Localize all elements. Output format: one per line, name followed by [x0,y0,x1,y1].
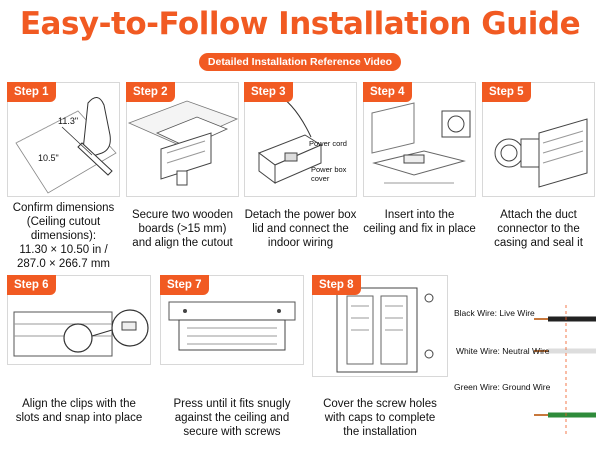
step-7-tag: Step 7 [160,275,209,295]
step-6-tag: Step 6 [7,275,56,295]
caption-line: (Ceiling cutout [26,216,101,228]
caption-line: against the ceiling and [174,412,290,424]
step-3-tag: Step 3 [244,82,293,102]
black-wire-label: Black Wire: Live Wire [454,308,535,318]
video-reference-badge[interactable]: Detailed Installation Reference Video [199,53,401,71]
caption-line: ceiling and fix in place [363,223,476,235]
caption-line: Attach the duct [500,209,577,221]
green-wire-label: Green Wire: Ground Wire [454,382,551,392]
step-7-caption [155,397,309,439]
dimension-label-width: 10.5" [38,153,59,163]
step-3 [244,82,357,197]
step-1-tag: Step 1 [7,82,56,102]
step-1 [7,82,120,197]
caption-line: Cover the screw holes [323,398,437,410]
caption-line: boards (>15 mm) [138,223,227,235]
step-4 [363,82,476,197]
caption-line: 287.0 × 266.7 mm [16,258,111,270]
power-box-cover-label: cover [311,174,330,183]
caption-line: and align the cutout [132,237,233,249]
step-5-caption [478,208,599,250]
caption-line: casing and seal it [494,237,583,249]
step-8-caption [307,397,453,439]
step-2 [126,82,239,197]
step-2-caption [122,208,243,250]
caption-line: secure with screws [183,426,281,438]
caption-line: dimensions): [30,230,97,242]
caption-line: 11.30 × 10.50 in / [19,244,108,256]
step-5 [482,82,595,197]
step-6-caption [2,397,156,425]
caption-line: connector to the [497,223,580,235]
step-2-tag: Step 2 [126,82,175,102]
step-6 [7,275,151,365]
step-5-tag: Step 5 [482,82,531,102]
caption-line: Align the clips with the [22,398,136,410]
caption-line: Detach the power box [244,209,357,221]
power-box-label: Power box [311,165,347,174]
caption-line: Confirm dimensions [12,202,115,214]
caption-line: indoor wiring [267,237,334,249]
caption-line: Insert into the [384,209,455,221]
caption-line: with caps to complete [324,412,436,424]
step-4-caption [357,208,482,236]
caption-line: Press until it fits snugly [173,398,291,410]
caption-line: Secure two wooden [131,209,233,221]
step-4-tag: Step 4 [363,82,412,102]
white-wire-label: White Wire: Neutral Wire [456,346,550,356]
caption-line: slots and snap into place [15,412,143,424]
wiring-diagram [448,285,600,450]
step-1-caption [2,201,125,271]
dimension-label-length: 11.3" [58,116,79,126]
power-cord-label: Power cord [309,139,347,148]
step-8 [312,275,448,377]
step-8-tag: Step 8 [312,275,361,295]
caption-line: the installation [343,426,417,438]
page-title: Easy-to-Follow Installation Guide [19,6,581,42]
step-7 [160,275,304,365]
caption-line: lid and connect the [252,223,349,235]
step-3-caption [238,208,363,250]
